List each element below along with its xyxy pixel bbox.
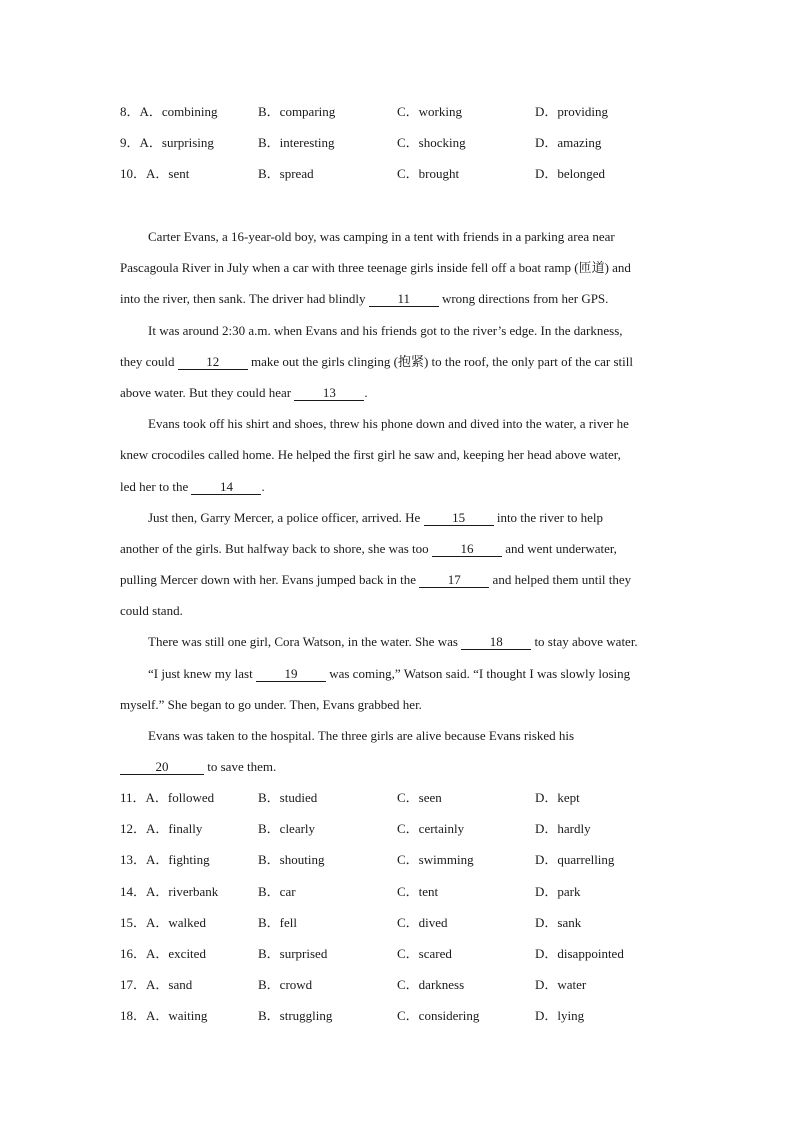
passage-line: led her to the 14 . <box>120 478 265 494</box>
question-12-option-c: C．certainly <box>397 821 465 836</box>
cloze-passage <box>120 221 676 782</box>
passage-line: Pascagoula River in July when a car with three teenage girls inside fell off a boat ramp (匝道) and <box>120 260 631 276</box>
passage-line: pulling Mercer down with her. Evans jumped back in the 17 and helped them until they <box>120 572 632 588</box>
question-9-option-c: C．shocking <box>397 135 466 150</box>
question-14-option-b: B．car <box>258 884 296 899</box>
blank-20[interactable]: 20 <box>120 760 204 775</box>
blank-13[interactable]: 13 <box>294 386 364 401</box>
question-9-option-d: D．amazing <box>535 135 602 150</box>
passage-line: 20 to save them. <box>120 751 676 782</box>
question-16-option-a: 16．A．excited <box>120 946 206 961</box>
question-18-option-c: C．considering <box>397 1008 480 1023</box>
question-11-option-c: C．seen <box>397 790 442 805</box>
passage-line: Carter Evans, a 16-year-old boy, was camping in a tent with friends in a parking area near <box>148 229 615 244</box>
question-14-option-c: C．tent <box>397 884 439 899</box>
question-15-option-c: C．dived <box>397 915 448 930</box>
question-11-option-b: B．studied <box>258 790 318 805</box>
passage-line: another of the girls. But halfway back to shore, she was too 16 and went underwater, <box>120 540 617 556</box>
question-12-option-a: 12．A．finally <box>120 821 203 836</box>
question-8-option-a: 8．A．combining <box>120 104 218 119</box>
question-11-option-d: D．kept <box>535 790 580 805</box>
question-9-option-a: 9．A．surprising <box>120 135 214 150</box>
question-17-option-c: C．darkness <box>397 977 465 992</box>
blank-17[interactable]: 17 <box>419 573 489 588</box>
passage-line: Evans took off his shirt and shoes, threw his phone down and dived into the water, a river he <box>148 416 629 432</box>
question-18-option-d: D．lying <box>535 1008 585 1023</box>
passage-line: into the river, then sank. The driver had blindly 11 wrong directions from her GPS. <box>120 291 609 307</box>
question-17-option-a: 17．A．sand <box>120 977 193 992</box>
passage-line: knew crocodiles called home. He helped the first girl he saw and, keeping her head above water, <box>120 447 621 463</box>
question-12-option-d: D．hardly <box>535 821 591 836</box>
passage-line: they could 12 make out the girls clinging (抱紧) to the roof, the only part of the car still <box>120 353 633 369</box>
question-17-option-b: B．crowd <box>258 977 313 992</box>
question-14-option-a: 14．A．riverbank <box>120 884 219 899</box>
question-17-option-d: D．water <box>535 977 587 992</box>
question-10-option-d: D．belonged <box>535 166 606 181</box>
passage-line: Evans was taken to the hospital. The three girls are alive because Evans risked his <box>148 728 575 743</box>
passage-line: above water. But they could hear 13 . <box>120 384 368 400</box>
passage-line: myself.” She began to go under. Then, Evans grabbed her. <box>120 696 422 712</box>
question-11-option-a: 11．A．followed <box>120 790 215 805</box>
question-9-option-b: B．interesting <box>258 135 335 150</box>
question-10-option-b: B．spread <box>258 166 314 181</box>
question-15-option-b: B．fell <box>258 915 297 930</box>
passage-line: It was around 2:30 a.m. when Evans and his friends got to the river’s edge. In the darkness, <box>148 322 623 338</box>
question-14-option-d: D．park <box>535 884 581 899</box>
passage-line: “I just knew my last 19 was coming,” Watson said. “I thought I was slowly losing <box>148 665 631 681</box>
question-15-option-d: D．sank <box>535 915 582 930</box>
question-18-option-a: 18．A．waiting <box>120 1008 208 1023</box>
blank-15[interactable]: 15 <box>424 511 494 526</box>
question-13-option-b: B．shouting <box>258 852 325 867</box>
blank-18[interactable]: 18 <box>461 635 531 650</box>
question-16-option-c: C．scared <box>397 946 452 961</box>
passage-line: Just then, Garry Mercer, a police officer, arrived. He 15 into the river to help <box>148 509 603 525</box>
blank-14[interactable]: 14 <box>191 480 261 495</box>
blank-12[interactable]: 12 <box>178 355 248 370</box>
question-15-option-a: 15．A．walked <box>120 915 206 930</box>
blank-19[interactable]: 19 <box>256 667 326 682</box>
question-13-option-a: 13．A．fighting <box>120 852 210 867</box>
question-13-option-c: C．swimming <box>397 852 474 867</box>
passage-line: There was still one girl, Cora Watson, in the water. She was 18 to stay above water. <box>148 634 638 650</box>
question-8-option-d: D．providing <box>535 104 608 119</box>
blank-11[interactable]: 11 <box>369 292 439 307</box>
question-18-option-b: B．struggling <box>258 1008 333 1023</box>
question-10-option-c: C．brought <box>397 166 460 181</box>
question-8-option-b: B．comparing <box>258 104 336 119</box>
blank-16[interactable]: 16 <box>432 542 502 557</box>
question-13-option-d: D．quarrelling <box>535 852 615 867</box>
question-8-option-c: C．working <box>397 104 463 119</box>
question-16-option-d: D．disappointed <box>535 946 624 961</box>
question-12-option-b: B．clearly <box>258 821 316 836</box>
question-10-option-a: 10．A．sent <box>120 166 190 181</box>
question-16-option-b: B．surprised <box>258 946 328 961</box>
passage-line: could stand. <box>120 603 183 619</box>
